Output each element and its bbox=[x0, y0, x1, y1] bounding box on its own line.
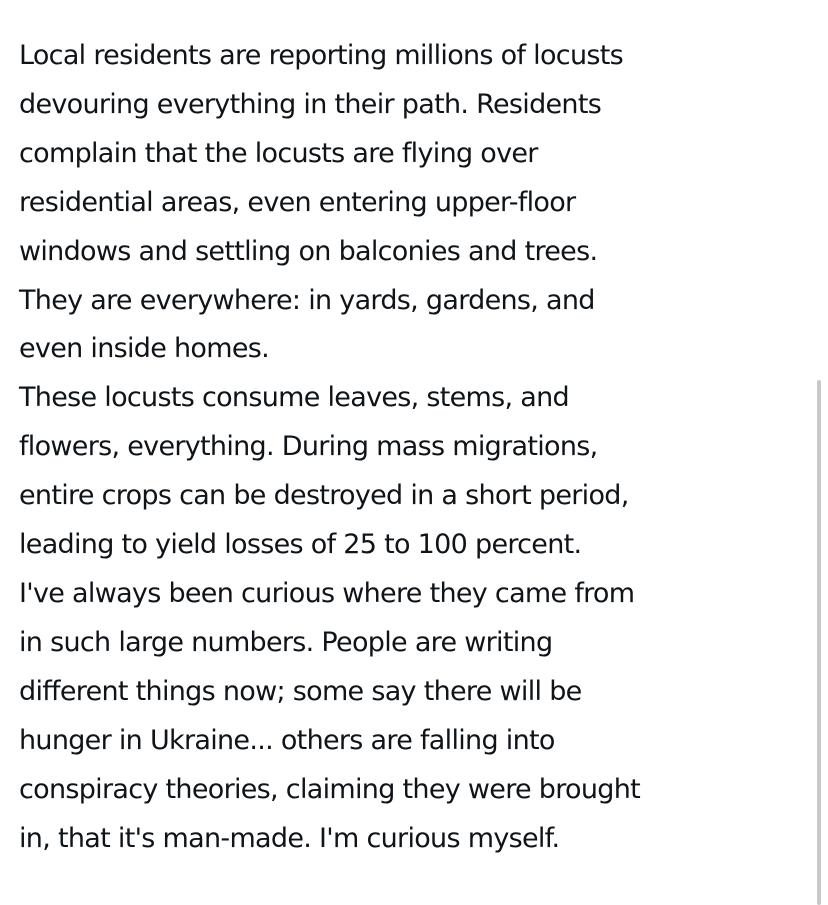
post-text-line: leading to yield losses of 25 to 100 percent. bbox=[19, 529, 582, 561]
post-text-line: Local residents are reporting millions of locusts bbox=[19, 40, 623, 71]
post-text-line: They are everywhere: in yards, gardens, and bbox=[19, 284, 595, 316]
post-text-line: flowers, everything. During mass migrations, bbox=[19, 431, 598, 463]
vertical-scrollbar[interactable] bbox=[817, 380, 821, 905]
post-text-line: windows and settling on balconies and trees. bbox=[19, 235, 598, 267]
post-text-line: conspiracy theories, claiming they were brought bbox=[19, 773, 641, 805]
post-text-line: even inside homes. bbox=[19, 333, 270, 365]
post-text-line: hunger in Ukraine... others are falling into bbox=[19, 724, 555, 756]
post-text-line: I've always been curious where they came from bbox=[19, 577, 635, 609]
post-text-line: different things now; some say there will be bbox=[19, 675, 582, 707]
post-text-line: in, that it's man-made. I'm curious myself. bbox=[19, 822, 560, 854]
post-text-line: entire crops can be destroyed in a short period, bbox=[19, 480, 629, 512]
post-text-line: residential areas, even entering upper-floor bbox=[19, 186, 576, 218]
post-text-line: devouring everything in their path. Residents bbox=[19, 88, 602, 120]
post-body-text bbox=[19, 32, 809, 863]
post-text-line: in such large numbers. People are writing bbox=[19, 626, 553, 658]
post-text-line: complain that the locusts are flying over bbox=[19, 137, 538, 169]
post-text-line: These locusts consume leaves, stems, and bbox=[19, 382, 569, 414]
